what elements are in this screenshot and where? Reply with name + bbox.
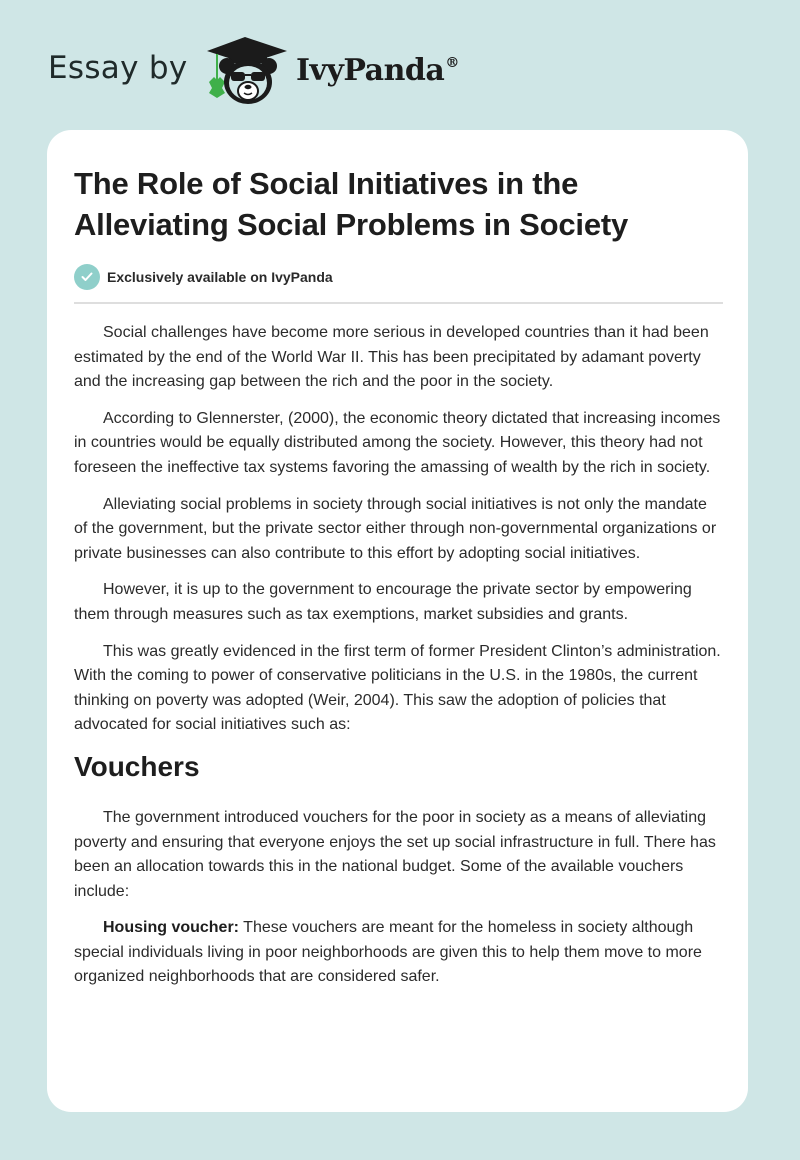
exclusive-badge-label: Exclusively available on IvyPanda [107, 269, 333, 285]
paragraph: This was greatly evidenced in the first term of former President Clinton’s administration. With the coming to power of conservative politicians in the U.S. in the 1980s, the current thinking on poverty was adopted (Weir, 2004). This saw the adoption of policies that advocated for social initiatives such as: [74, 642, 721, 734]
paragraph: Social challenges have become more serious in developed countries than it had been estimated by the end of the World War II. This has been precipitated by adamant poverty and the increasing gap between the rich and the poor in the society. [74, 324, 709, 391]
paragraph: However, it is up to the government to encourage the private sector by empowering them through measures such as tax exemptions, market subsidies and grants. [74, 581, 692, 623]
voucher-term: Housing voucher: [103, 919, 240, 937]
essay-card [47, 130, 748, 1112]
paragraph: The government introduced vouchers for the poor in society as a means of alleviating poverty and ensuring that everyone enjoys the set up social infrastructure in full. There has been an allocation towards this in the national budget. Some of the available vouchers include: [74, 808, 716, 900]
voucher-item-housing [74, 916, 724, 990]
title-divider [74, 302, 723, 304]
section-heading-vouchers: Vouchers [74, 750, 200, 782]
paragraph: According to Glennerster, (2000), the economic theory dictated that increasing incomes in countries would be equally distributed among the society. However, this theory had not foreseen the ineffective tax systems favoring the amassing of wealth by the rich in society. [74, 409, 721, 476]
site-header [0, 0, 800, 130]
essay-by-label: Essay by [48, 50, 188, 86]
brand-name[interactable]: IvyPanda® [296, 53, 459, 88]
panda-graduation-cap-logo-icon[interactable] [203, 36, 291, 108]
page-title: The Role of Social Initiatives in the Alleviating Social Problems in Society [74, 166, 629, 242]
check-circle-icon [74, 264, 100, 290]
exclusive-badge [74, 264, 333, 290]
essay-body [74, 321, 724, 1002]
paragraph: Alleviating social problems in society through social initiatives is not only the mandate of the government, but the private sector either through non-governmental organizations or private businesses can also contribute to this effort by adopting social initiatives. [74, 495, 717, 562]
registered-mark: ® [445, 55, 459, 71]
voucher-description: These vouchers are meant for the homeless in society although special individuals living in poor neighborhoods are given this to help them move to more organized neighborhoods that are considered safer. [74, 919, 702, 986]
